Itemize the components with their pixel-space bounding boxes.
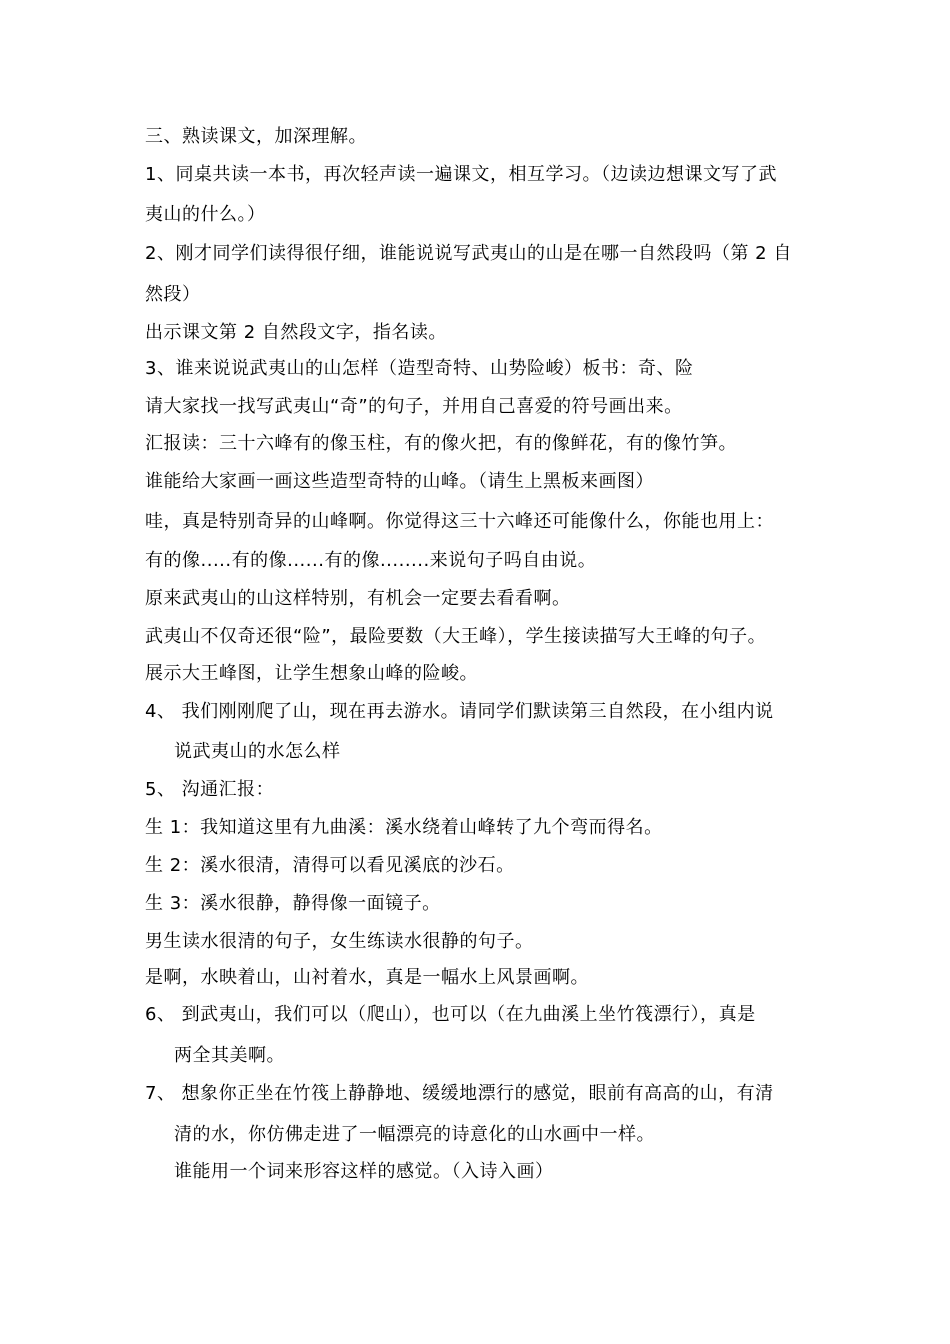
text-line: 2、刚才同学们读得很仔细，谁能说说写武夷山的山是在哪一自然段吗（第 2 自: [145, 243, 792, 264]
text-line: 武夷山不仅奇还很“险”，最险要数（大王峰），学生接读描写大王峰的句子。: [145, 626, 767, 647]
text-line: 谁能给大家画一画这些造型奇特的山峰。（请生上黑板来画图）: [145, 471, 654, 492]
text-line: 男生读水很清的句子，女生练读水很静的句子。: [145, 931, 534, 952]
text-line: 5、 沟通汇报：: [145, 779, 275, 800]
text-line: 生 3：溪水很静，静得像一面镜子。: [145, 893, 441, 914]
text-line: 6、 到武夷山，我们可以（爬山），也可以（在九曲溪上坐竹筏漂行），真是: [145, 1004, 756, 1025]
text-line: 是啊，水映着山，山衬着水，真是一幅水上风景画啊。: [145, 967, 589, 988]
text-line: 原来武夷山的山这样特别，有机会一定要去看看啊。: [145, 588, 571, 609]
text-line: 有的像.....有的像......有的像........来说句子吗自由说。: [145, 550, 597, 571]
text-line: 生 2：溪水很清，清得可以看见溪底的沙石。: [145, 855, 515, 876]
text-line: 出示课文第 2 自然段文字，指名读。: [145, 322, 447, 343]
text-line: 展示大王峰图，让学生想象山峰的险峻。: [145, 663, 478, 684]
text-line: 夷山的什么。）: [145, 204, 266, 225]
text-line: 7、 想象你正坐在竹筏上静静地、缓缓地漂行的感觉，眼前有高高的山，有清: [145, 1083, 774, 1104]
text-line: 生 1：我知道这里有九曲溪：溪水绕着山峰转了九个弯而得名。: [145, 817, 663, 838]
text-line: 1、同桌共读一本书，再次轻声读一遍课文，相互学习。（边读边想课文写了武: [145, 164, 777, 185]
text-line: 哇，真是特别奇异的山峰啊。你觉得这三十六峰还可能像什么，你能也用上：: [145, 511, 774, 532]
text-line: 汇报读：三十六峰有的像玉柱，有的像火把，有的像鲜花，有的像竹笋。: [145, 433, 737, 454]
text-line: 请大家找一找写武夷山“奇”的句子，并用自己喜爱的符号画出来。: [145, 396, 683, 417]
text-line: 4、 我们刚刚爬了山，现在再去游水。请同学们默读第三自然段，在小组内说: [145, 701, 774, 722]
text-line: 说武夷山的水怎么样: [174, 741, 341, 762]
section-heading: 三、熟读课文，加深理解。: [145, 126, 367, 147]
text-line: 两全其美啊。: [174, 1045, 285, 1066]
text-line: 然段）: [145, 284, 201, 305]
text-line: 3、谁来说说武夷山的山怎样（造型奇特、山势险峻）板书：奇、险: [145, 358, 694, 379]
text-line: 谁能用一个词来形容这样的感觉。（入诗入画）: [174, 1161, 554, 1182]
text-line: 清的水，你仿佛走进了一幅漂亮的诗意化的山水画中一样。: [174, 1124, 655, 1145]
